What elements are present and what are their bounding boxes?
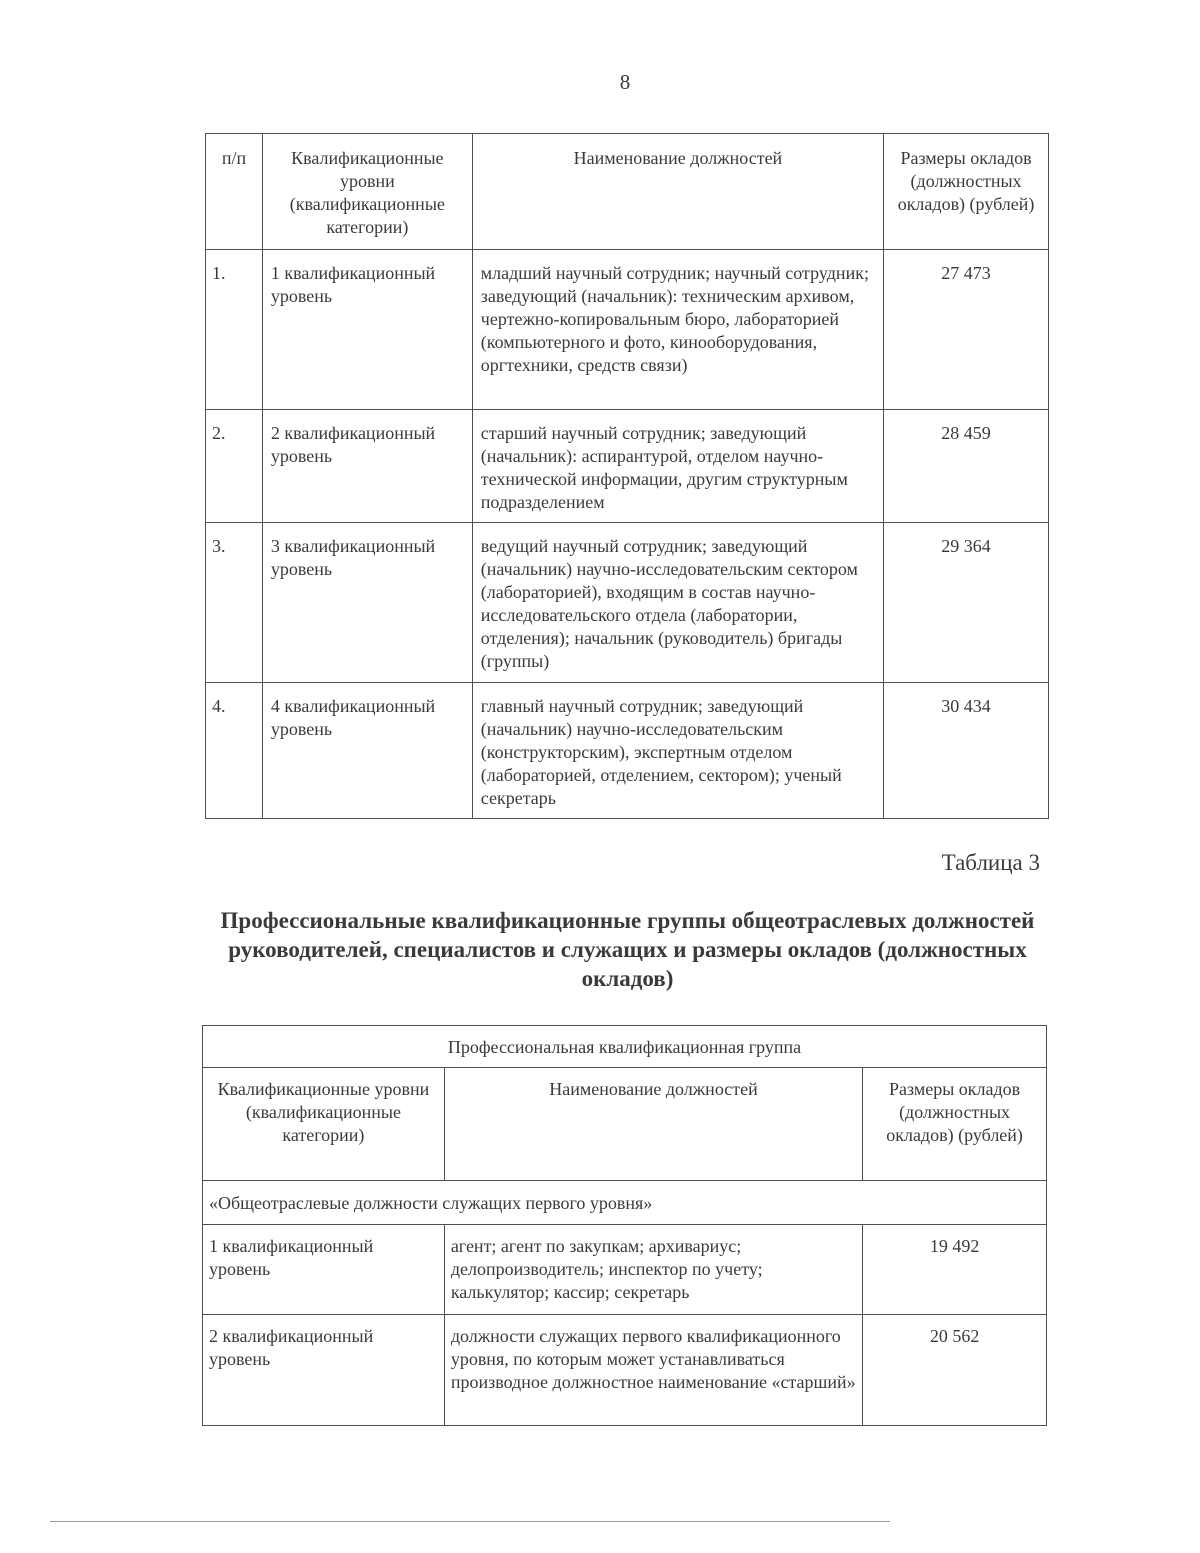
header-salary: Размеры окладов (должностных окладов) (рублей) <box>884 134 1049 250</box>
row-level: 4 квалификационный уровень <box>262 683 472 819</box>
row-positions: главный научный сотрудник; заведующий (начальник) научно-исследовательским (конструкторским), экспертным отделом (лабораторией, отделением, сектором); ученый секретарь <box>472 683 883 819</box>
row-positions: младший научный сотрудник; научный сотрудник; заведующий (начальник): техническим архивом, чертежно-копировальным бюро, лабораторией (компьютерного и фото, кинооборудования, оргтехники, средств связи) <box>472 250 883 410</box>
row-positions: старший научный сотрудник; заведующий (начальник): аспирантурой, отделом научно-технической информации, другим структурным подразделением <box>472 410 883 523</box>
group-header: Профессиональная квалификационная группа <box>203 1026 1047 1068</box>
page-number: 8 <box>619 70 631 94</box>
row-positions: ведущий научный сотрудник; заведующий (начальник) научно-исследовательским сектором (лабораторией), входящим в состав научно-исследовательского отдела (лаборатории, отделения); начальник (руководитель) бригады (группы) <box>472 523 883 683</box>
row-salary: 27 473 <box>884 250 1049 410</box>
subgroup-row <box>203 1181 1047 1225</box>
page-divider <box>50 1521 890 1522</box>
row-level: 1 квалификационный уровень <box>262 250 472 410</box>
row-salary: 19 492 <box>863 1225 1047 1315</box>
row-salary: 29 364 <box>884 523 1049 683</box>
row-salary: 30 434 <box>884 683 1049 819</box>
header-positions: Наименование должностей <box>472 134 883 250</box>
salary-table-general <box>202 1025 1047 1426</box>
table-row <box>206 410 1049 523</box>
table-row <box>206 523 1049 683</box>
header-num: п/п <box>206 134 263 250</box>
subgroup-title: «Общеотраслевые должности служащих первого уровня» <box>203 1181 1047 1225</box>
row-num: 1. <box>206 250 263 410</box>
row-positions: агент; агент по закупкам; архивариус; делопроизводитель; инспектор по учету; калькулятор; кассир; секретарь <box>444 1225 862 1315</box>
salary-table-scientific <box>205 133 1049 819</box>
table-header-row <box>206 134 1049 250</box>
table-row <box>206 250 1049 410</box>
row-positions: должности служащих первого квалификационного уровня, по которым может устанавливаться производное должностное наименование «старший» <box>444 1315 862 1426</box>
table-row <box>203 1225 1047 1315</box>
group-header-row <box>203 1026 1047 1068</box>
row-num: 3. <box>206 523 263 683</box>
header-level: Квалификационные уровни (квалификационные категории) <box>262 134 472 250</box>
row-salary: 20 562 <box>863 1315 1047 1426</box>
table-row <box>203 1315 1047 1426</box>
row-level: 3 квалификационный уровень <box>262 523 472 683</box>
header-salary: Размеры окладов (должностных окладов) (рублей) <box>863 1068 1047 1181</box>
row-level: 2 квалификационный уровень <box>262 410 472 523</box>
header-level: Квалификационные уровни (квалификационные категории) <box>203 1068 445 1181</box>
row-num: 4. <box>206 683 263 819</box>
section-heading: Профессиональные квалификационные группы общеотраслевых должностей руководителей, специалистов и служащих и размеры окладов (должностных окладов) <box>220 908 1035 991</box>
table-caption: Таблица 3 <box>941 850 1040 875</box>
row-level: 1 квалификационный уровень <box>203 1225 445 1315</box>
row-level: 2 квалификационный уровень <box>203 1315 445 1426</box>
row-num: 2. <box>206 410 263 523</box>
row-salary: 28 459 <box>884 410 1049 523</box>
table-header-row <box>203 1068 1047 1181</box>
table-row <box>206 683 1049 819</box>
header-positions: Наименование должностей <box>444 1068 862 1181</box>
